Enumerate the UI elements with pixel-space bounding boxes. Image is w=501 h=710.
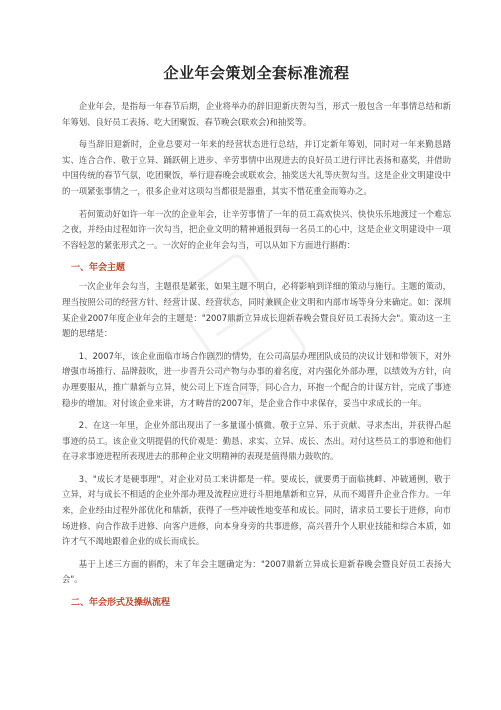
paragraph-theme-point-1: 1、2007年，该企业面临市场合作剧烈的情势，在公司高层办理团队成员的决议计划和带领下，对外增强市场推行、品牌鼓吹，进一步晋升公司产物与办事的着名度，对内强化外部办理，以绩效为方针，向办理要服从，推广鼎新与立异，使公司上下连合同等，同心合力，环抱一个配合的计谋方针，完成了事迹稳步的增加。对付该企业来讲，方才畴昔的2007年，是企业合作中求保存，妥当中求成长的一年。 (62, 350, 451, 408)
paragraph-intro: 企业年会，是指每一年春节后期，企业将举办的辞旧迎新庆贺勾当，形式一般包含一年事情总结和新年筹划、良好员工表扬、吃大团聚饭、春节晚会(联欢会)和抽奖等。 (62, 101, 451, 127)
paragraph-background: 每当辞旧迎新时，企业总要对一年来的经营状态进行总结，并订定新年筹划，同时对一年来勤恳踏实、连合合作、敬于立异、踊跃朝上进步、辛劳事情中出现进去的良好员工进行评比表扬和嘉奖，并借助中国传统的春节气氛，吃团聚饭，举行迎春晚会或联欢会，抽奖送大礼等庆贺勾当。这是企业文明建设中的一项紧张事情之一，很多企业对这项勾当都很是器重，其实不惜花重金而筹办之。 (62, 139, 451, 196)
paragraph-theme-point-2: 2、在这一年里，企业外部出现出了一多量谨小慎微、敬于立异、乐于贡献、寻求杰出，并获得凸起事迹的员工。该企业文明提倡的代价观是：勤恳、求实、立异、成长、杰出。对付这些员工的事迹和他们在寻求事迹进程所表现进去的那种企业文明精神的表现是值得鼎力鼓吹的。 (62, 420, 451, 462)
paragraph-theme-intro: 一次企业年会勾当，主题很是紧张，如果主题不明白，必将影响到详细的策动与施行。主题的策动，理当按照公司的经营方针、经营计谋、经营状态，同时兼顾企业文明和内部市场等身分来确定。如：深圳某企业2007年度企业年会的主题是："2007鼎新立异成长迎新春晚会暨良好员工表扬大会"。策动这一主题的思绪是： (62, 281, 451, 339)
section-heading-format: 二、年会形式及操纵流程 (71, 598, 171, 609)
section-heading-theme: 一、年会主题 (71, 263, 126, 274)
paragraph-approach: 若何策动好如许一年一次的企业年会，让辛劳事情了一年的员工高欢快兴、快快乐乐地渡过一个难忘之夜，并经由过程如许一次勾当，把企业文明的精神通报到每一名员工的心中，这是企业文明建设中一项不容轻忽的紧张形式之一。一次好的企业年会勾当，可以从如下方面进行斟酌： (62, 208, 451, 250)
paragraph-theme-point-3: 3、"成长才是硬事理"，对企业对员工来讲都是一样。要成长，就要勇于面临挑衅、冲破通例，敬于立异，对与成长不相适的企业外部办理及流程应进行斗胆地鼎新和立异，从而不竭晋升企业合作力。一年来，企业经由过程外部优化和鼎新，获得了一些冲破性地变革和成长。同时，请求员工要长于进修，向市场进修、向合作敌手进修、向客户进修，向本身身旁的共事进修，高兴晋升个人职业技能和综合本质，如许才气不竭地跟着企业的成长而成长。 (62, 473, 451, 547)
paragraph-theme-conclusion: 基于上述三方面的斟酌，末了年会主题确定为："2007鼎新立异成长迎新春晚会暨良好员工表扬大会"。 (62, 558, 451, 585)
document-title: 企业年会策划全套标准流程 (163, 64, 350, 82)
